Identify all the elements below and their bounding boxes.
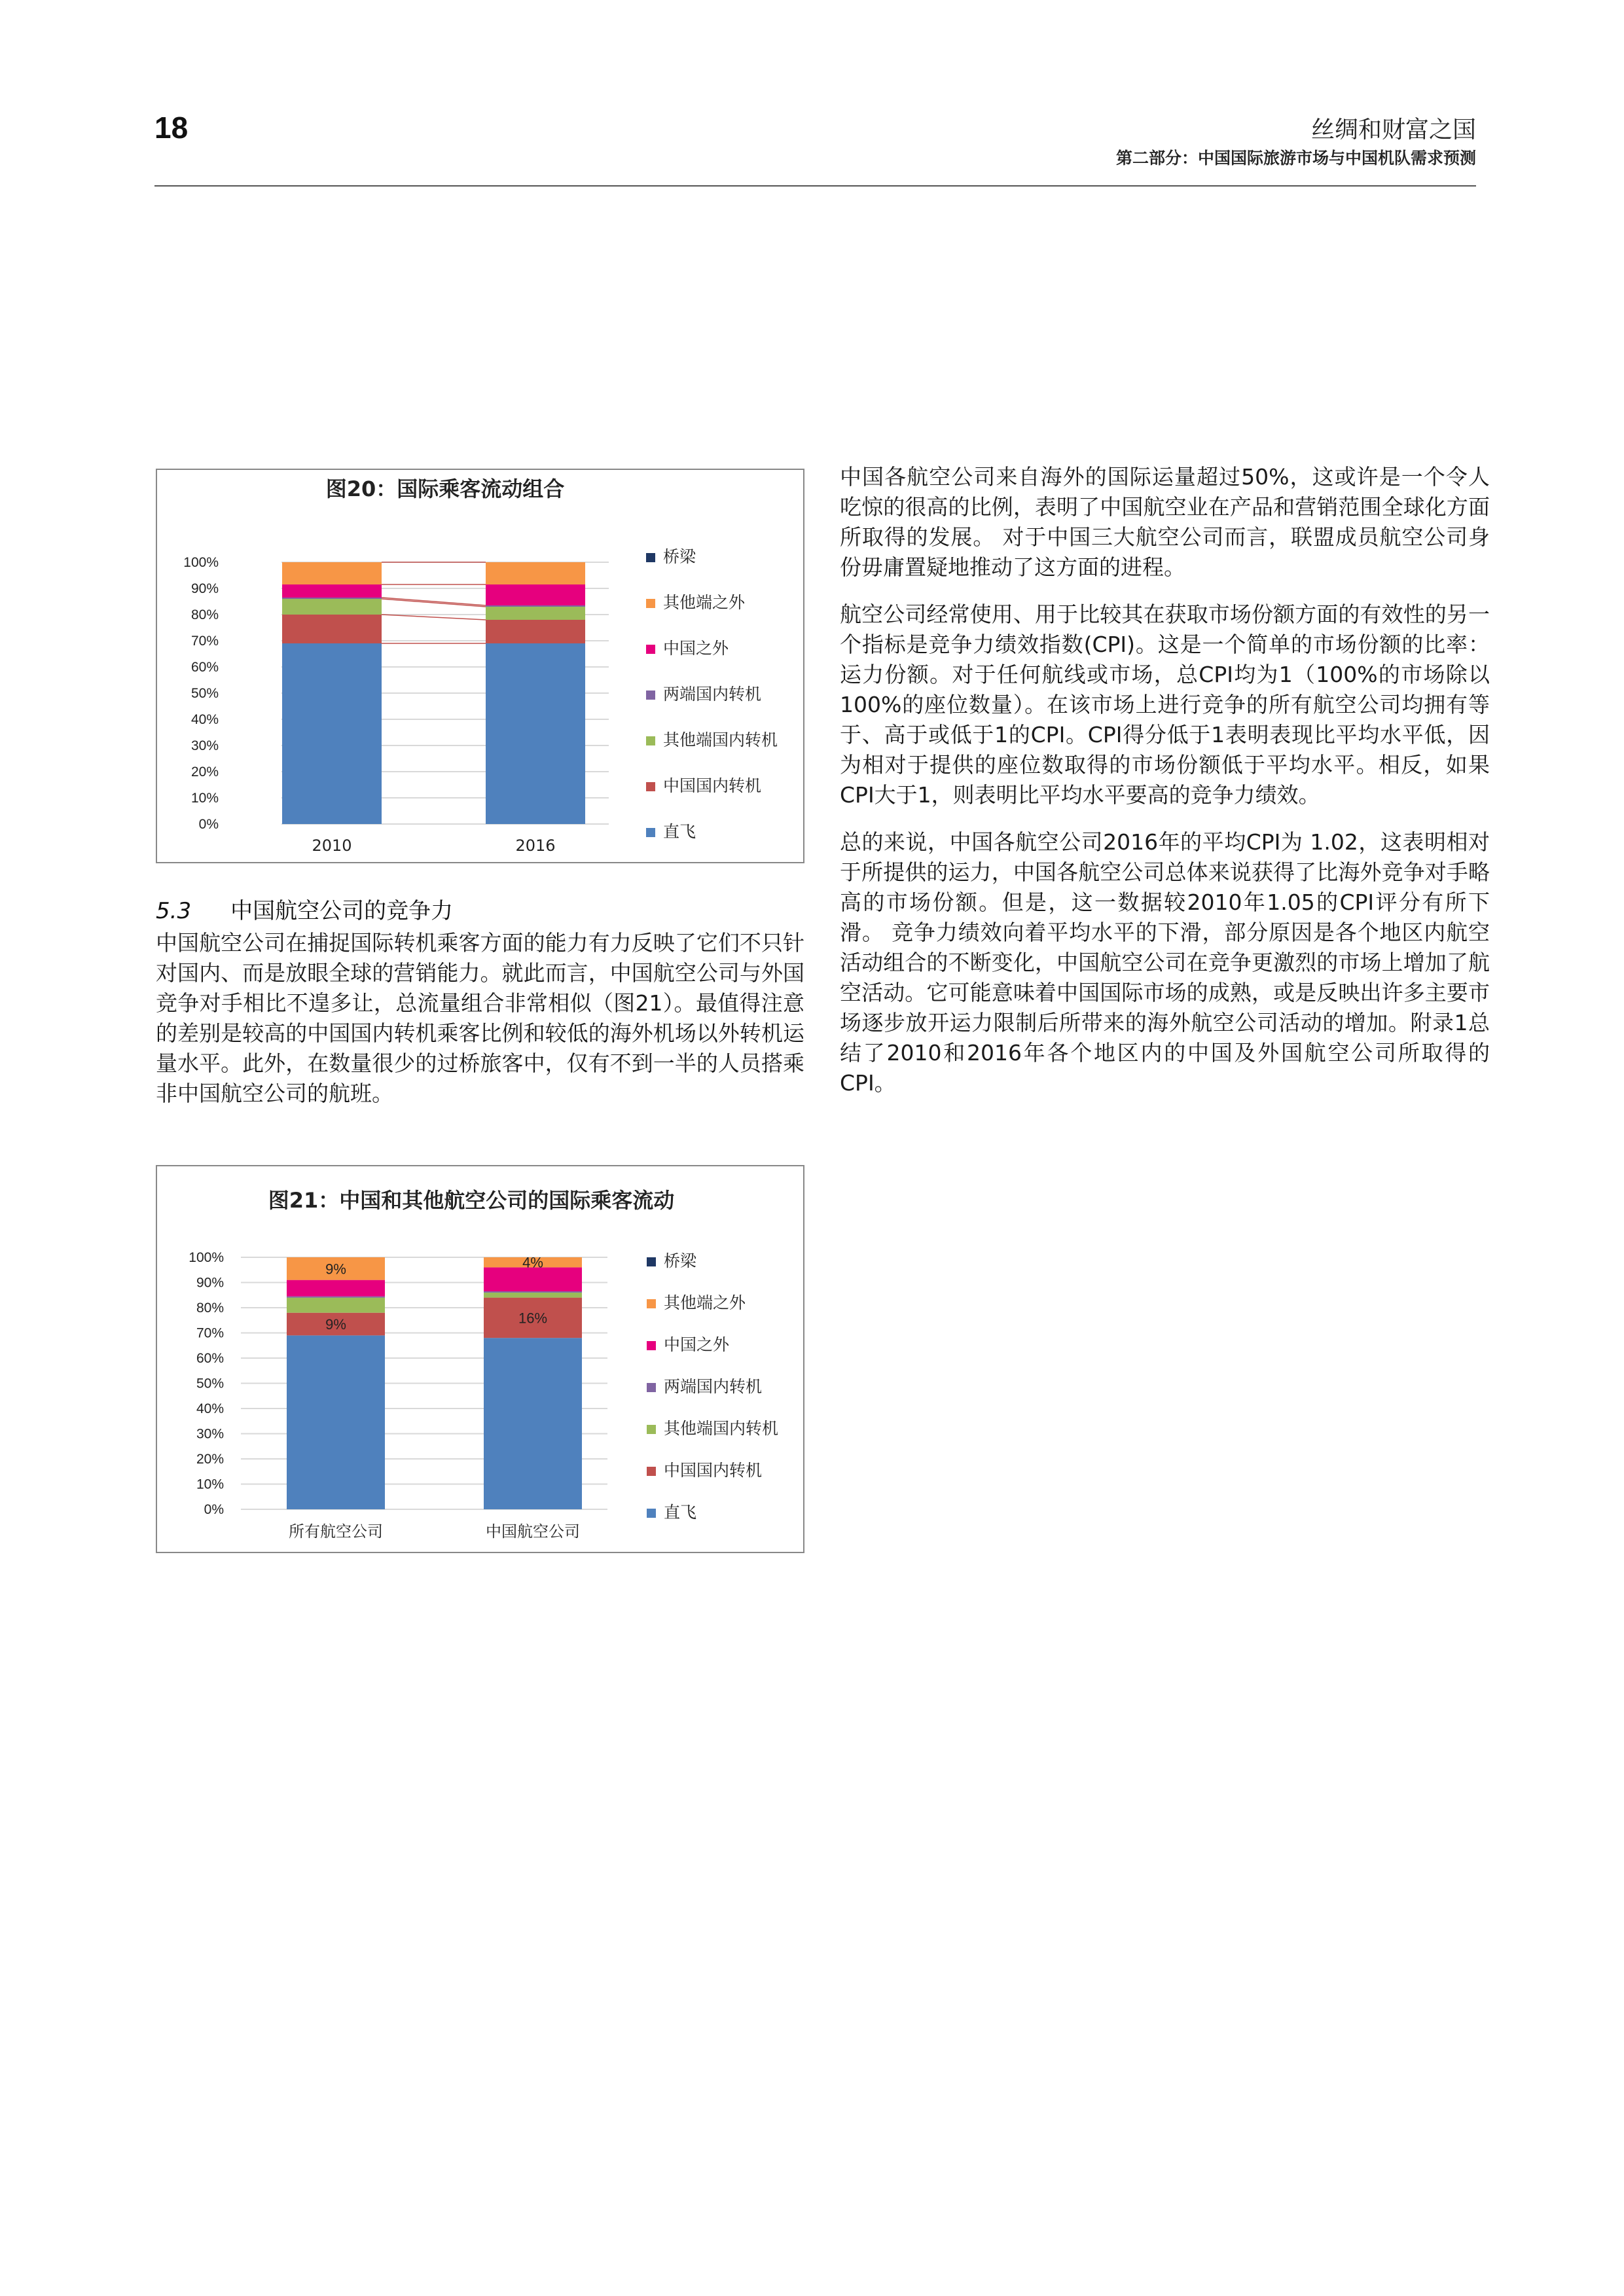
y-tick-label: 30%	[196, 1426, 224, 1442]
bar-segment	[484, 1338, 582, 1509]
y-tick-label: 50%	[190, 686, 219, 701]
header-title: 丝绸和财富之国	[1310, 117, 1476, 143]
legend-label: 中国之外	[663, 639, 729, 658]
y-tick-label: 50%	[196, 1376, 224, 1391]
legend-label: 其他端之外	[664, 1293, 746, 1312]
y-tick-label: 10%	[190, 791, 219, 806]
y-tick-label: 30%	[190, 738, 219, 753]
figure-20	[156, 469, 804, 863]
legend-label: 其他端国内转机	[664, 1419, 779, 1438]
bar-segment	[287, 1335, 385, 1509]
legend-label: 中国国内转机	[663, 776, 762, 795]
series-line	[382, 599, 486, 607]
bar-segment	[486, 605, 585, 607]
y-tick-label: 80%	[190, 607, 219, 622]
page-number: 18	[154, 111, 189, 145]
right-paragraph-2: 航空公司经常使用、用于比较其在获取市场份额方面的有效性的另一个指标是竞争力绩效指数(CPI)。这是一个简单的市场份额的比率：运力份额。对于任何航线或市场，总CPI均为1（100%的市场除以100%的座位数量）。在该市场上进行竞争的所有航空公司均拥有等于、高于或低于1的CPI。CPI得分低于1表明表现比平均水平低，因为相对于提供的座位数取得的市场份额低于平均水平。相反，如果CPI大于1，则表明比平均水平要高的竞争力绩效。	[840, 601, 1490, 808]
bar-segment	[484, 1267, 582, 1291]
legend-label: 两端国内转机	[663, 685, 762, 704]
bar-segment	[282, 598, 382, 599]
y-tick-label: 20%	[190, 764, 219, 780]
y-tick-label: 20%	[196, 1452, 224, 1467]
category-label: 中国航空公司	[486, 1522, 580, 1541]
y-tick-label: 60%	[196, 1351, 224, 1366]
legend-label: 其他端国内转机	[663, 730, 778, 749]
y-tick-label: 40%	[196, 1401, 224, 1416]
chart-title: 图21：中国和其他航空公司的国际乘客流动	[268, 1188, 675, 1213]
bar-segment	[282, 584, 382, 598]
bar-segment	[486, 584, 585, 605]
y-tick-label: 90%	[196, 1275, 224, 1291]
legend-swatch	[647, 1257, 656, 1266]
bar-segment	[287, 1280, 385, 1297]
bar-segment	[486, 607, 585, 620]
bar-segment	[282, 615, 382, 643]
legend-swatch	[646, 828, 655, 837]
right-paragraph-1: 中国各航空公司来自海外的国际运量超过50%，这或许是一个令人吃惊的很高的比例，表明了中国航空业在产品和营销范围全球化方面所取得的发展。 对于中国三大航空公司而言，联盟成员航空公司身份毋庸置疑地推动了这方面的进程。	[840, 464, 1490, 580]
legend-swatch	[647, 1425, 656, 1434]
chart-title: 图20：国际乘客流动组合	[325, 476, 565, 501]
y-tick-label: 60%	[190, 660, 219, 675]
y-tick-label: 10%	[196, 1477, 224, 1492]
series-line	[382, 598, 486, 605]
bar-segment	[287, 1297, 385, 1298]
section-title: 中国航空公司的竞争力	[230, 898, 454, 924]
y-tick-label: 70%	[196, 1325, 224, 1341]
y-tick-label: 100%	[189, 1250, 224, 1265]
series-line	[382, 615, 486, 620]
legend-swatch	[646, 599, 655, 608]
legend-swatch	[647, 1467, 656, 1476]
legend-label: 其他端之外	[663, 593, 746, 612]
legend-label: 桥梁	[663, 547, 696, 566]
figure-20-chart	[157, 470, 803, 862]
legend-label: 直飞	[663, 822, 696, 841]
y-tick-label: 0%	[204, 1502, 224, 1517]
y-tick-label: 80%	[196, 1300, 224, 1316]
data-label: 4%	[522, 1254, 543, 1271]
y-tick-label: 90%	[190, 581, 219, 596]
y-tick-label: 40%	[190, 712, 219, 727]
category-label: 2016	[515, 836, 556, 855]
legend-label: 直飞	[664, 1503, 697, 1522]
bar-segment	[282, 599, 382, 615]
data-label: 9%	[325, 1261, 346, 1278]
legend-swatch	[646, 782, 655, 791]
category-label: 所有航空公司	[289, 1522, 383, 1541]
bar-segment	[484, 1291, 582, 1293]
data-label: 16%	[518, 1310, 548, 1327]
bar-segment	[282, 643, 382, 824]
legend-swatch	[646, 645, 655, 654]
section-number: 5.3	[156, 898, 192, 924]
bar-segment	[282, 562, 382, 584]
bar-segment	[287, 1298, 385, 1313]
left-paragraph: 中国航空公司在捕捉国际转机乘客方面的能力有力反映了它们不只针对国内、而是放眼全球的营销能力。就此而言，中国航空公司与外国竞争对手相比不遑多让，总流量组合非常相似（图21）。最值得注意的差别是较高的中国国内转机乘客比例和较低的海外机场以外转机运量水平。此外，在数量很少的过桥旅客中，仅有不到一半的人员搭乘非中国航空公司的航班。	[156, 930, 804, 1106]
section-heading	[156, 893, 453, 925]
legend-swatch	[646, 553, 655, 562]
legend-swatch	[647, 1383, 656, 1392]
right-column	[840, 462, 1490, 1115]
y-tick-label: 70%	[190, 634, 219, 649]
category-label: 2010	[312, 836, 352, 855]
bar-segment	[484, 1293, 582, 1298]
legend-swatch	[646, 736, 655, 745]
legend-label: 两端国内转机	[664, 1377, 763, 1396]
legend-swatch	[647, 1299, 656, 1308]
y-tick-label: 100%	[183, 555, 219, 570]
bar-segment	[486, 643, 585, 824]
bar-segment	[486, 562, 585, 584]
header-rule	[154, 185, 1476, 187]
legend-swatch	[646, 691, 655, 700]
y-tick-label: 0%	[198, 817, 219, 832]
right-paragraph-3: 总的来说，中国各航空公司2016年的平均CPI为 1.02，这表明相对于所提供的运力，中国各航空公司总体来说获得了比海外竞争对手略高的市场份额。但是，这一数据较2010年1.05的CPI评分有所下滑。 竞争力绩效向着平均水平的下滑，部分原因是各个地区内航空活动组合的不断变化，中国航空公司在竞争更激烈的市场上增加了航空活动。它可能意味着中国国际市场的成熟，或是反映出许多主要市场逐步放开运力限制后所带来的海外航空公司活动的增加。附录1总结了2010和2016年各个地区内的中国及外国航空公司所取得的CPI。	[840, 829, 1490, 1096]
legend-label: 桥梁	[664, 1251, 697, 1270]
figure-21	[156, 1165, 804, 1553]
legend-label: 中国之外	[664, 1335, 730, 1354]
figure-21-chart	[157, 1166, 803, 1552]
legend-swatch	[647, 1341, 656, 1350]
bar-segment	[486, 620, 585, 643]
header-subtitle: 第二部分：中国国际旅游市场与中国机队需求预测	[1115, 149, 1476, 168]
legend-label: 中国国内转机	[664, 1461, 763, 1480]
data-label: 9%	[325, 1316, 346, 1333]
legend-swatch	[647, 1509, 656, 1518]
